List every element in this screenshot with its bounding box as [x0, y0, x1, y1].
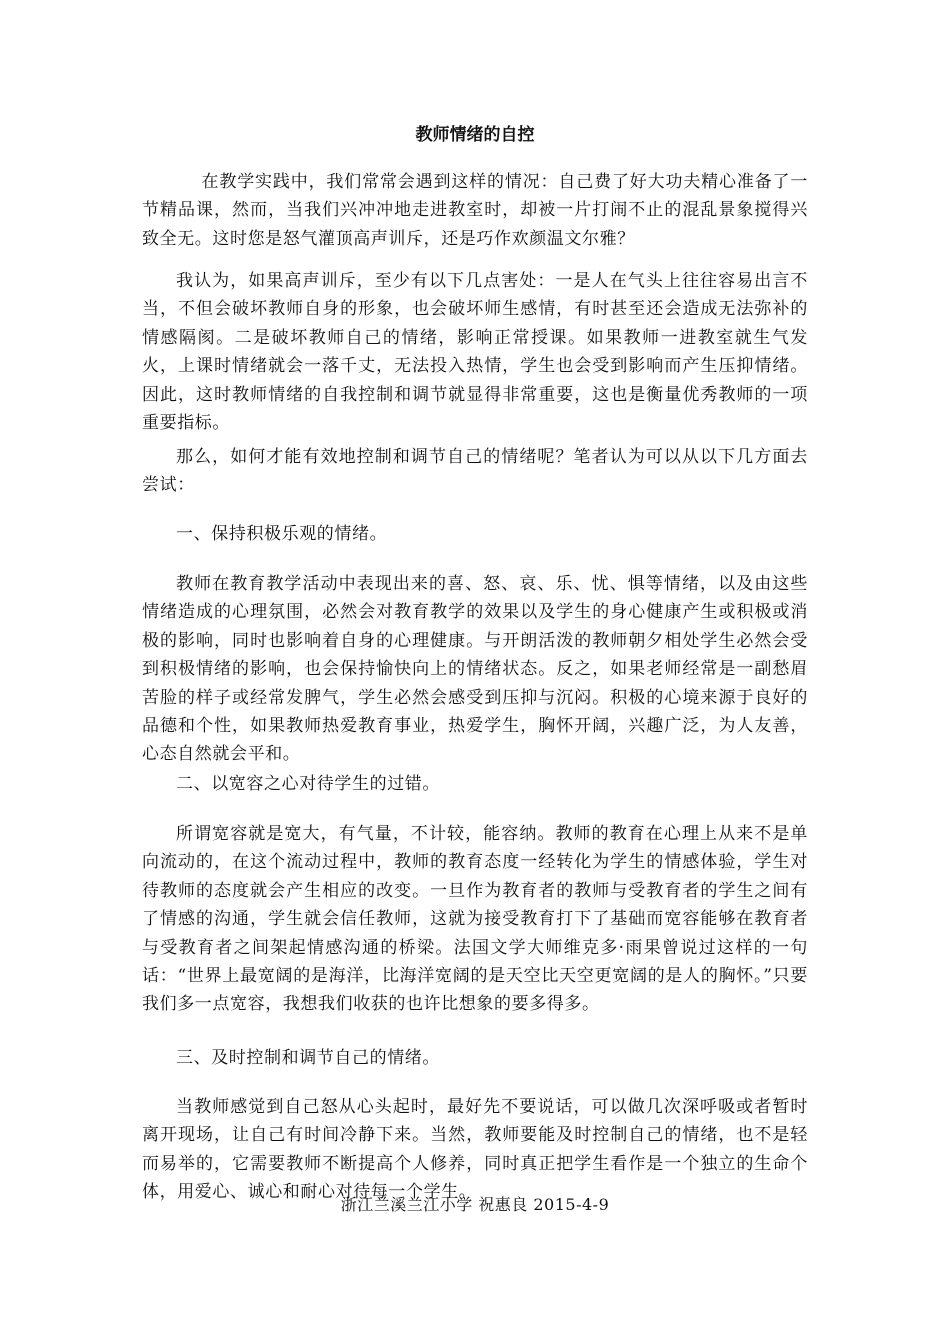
paragraph-methods-intro: 那么，如何才能有效地控制和调节自己的情绪呢？笔者认为可以从以下几方面去尝试：	[142, 447, 808, 496]
paragraph-section-3: 当教师感觉到自己怒从心头起时，最好先不要说话，可以做几次深呼吸或者暂时离开现场，让自己有时间冷静下来。当然，教师要能及时控制自己的情绪，也不是轻而易举的，它需要教师不断提高个人修养，同时真正把学生看作是一个独立的生命个体，用爱心、诚心和耐心对待每一个学生。	[142, 1097, 808, 1203]
paragraph-section-2: 所谓宽容就是宽大，有气量，不计较，能容纳。教师的教育在心理上从来不是单向流动的，在这个流动过程中，教师的教育态度一经转化为学生的情感体验，学生对待教师的态度就会产生相应的改变。一旦作为教育者的教师与受教育者的学生之间有了情感的沟通，学生就会信任教师，这就为接受教育打下了基础而宽容能够在教育者与受教育者之间架起情感沟通的桥梁。法国文学大师维克多·雨果曾说过这样的一句话：“世界上最宽阔的是海洋，比海洋宽阔的是天空比天空更宽阔的是人的胸怀。”只要我们多一点宽容，我想我们收获的也许比想象的要多得多。	[142, 824, 808, 1015]
paragraph-section-1: 教师在教育教学活动中表现出来的喜、怒、哀、乐、忧、惧等情绪，以及由这些情绪造成的心理氛围，必然会对教育教学的效果以及学生的身心健康产生或积极或消极的影响，同时也影响着自身的心理健康。与开朗活泼的教师朝夕相处学生必然会受到积极情绪的影响，也会保持愉快向上的情绪状态。反之，如果老师经常是一副愁眉苦脸的样子或经常发脾气，学生必然会感受到压抑与沉闷。积极的心境来源于良好的品德和个性，如果教师热爱教育事业，热爱学生，胸怀开阔，兴趣广泛，为人友善，心态自然就会平和。	[142, 574, 808, 765]
section-heading-3: 三、及时控制和调节自己的情绪。	[176, 1048, 440, 1068]
section-heading-2: 二、以宽容之心对待学生的过错。	[176, 774, 440, 794]
author-signature: 浙江兰溪兰江小学 祝惠良 2015-4-9	[340, 1195, 610, 1214]
document-title: 教师情绪的自控	[415, 125, 535, 145]
paragraph-intro: 在教学实践中，我们常常会遇到这样的情况：自己费了好大功夫精心准备了一节精品课，然而，当我们兴冲冲地走进教室时，却被一片打闹不止的混乱景象搅得兴致全无。这时您是怒气灌顶高声训斥，还是巧作欢颜温文尔雅？	[142, 172, 808, 249]
section-heading-1: 一、保持积极乐观的情绪。	[176, 524, 388, 544]
paragraph-harms: 我认为，如果高声训斥，至少有以下几点害处：一是人在气头上往往容易出言不当，不但会破坏教师自身的形象，也会破坏师生感情，有时甚至还会造成无法弥补的情感隔阂。二是破坏教师自己的情绪，影响正常授课。如果教师一进教室就生气发火，上课时情绪就会一落千丈，无法投入热情，学生也会受到影响而产生压抑情绪。因此，这时教师情绪的自我控制和调节就显得非常重要，这也是衡量优秀教师的一项重要指标。	[142, 271, 808, 434]
